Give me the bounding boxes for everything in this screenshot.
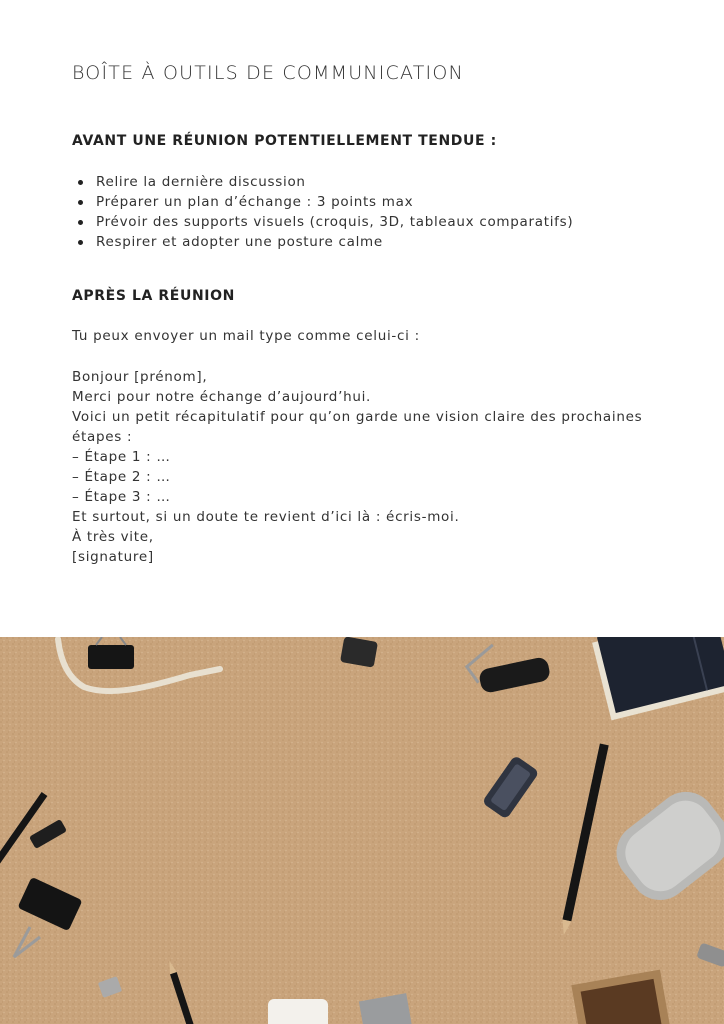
mail-intro: Tu peux envoyer un mail type comme celui-ci : bbox=[72, 328, 420, 344]
mail-line: – Étape 1 : … bbox=[72, 449, 171, 465]
list-item: Préparer un plan d’échange : 3 points max bbox=[96, 192, 573, 212]
mail-line: – Étape 3 : … bbox=[72, 489, 171, 505]
list-item: Prévoir des supports visuels (croquis, 3D, tableaux comparatifs) bbox=[96, 214, 574, 230]
after-meeting-heading: APRÈS LA RÉUNION bbox=[72, 288, 235, 304]
paper-block bbox=[268, 999, 328, 1024]
mail-template bbox=[72, 367, 692, 567]
mail-line: Et surtout, si un doute te revient d’ici là : écris-moi. bbox=[72, 509, 460, 525]
page-title: BOÎTE À OUTILS DE COMMUNICATION bbox=[72, 62, 464, 84]
mail-line: À très vite, bbox=[72, 529, 154, 545]
before-meeting-list bbox=[72, 172, 573, 252]
list-item: Respirer et adopter une posture calme bbox=[96, 232, 573, 252]
mail-line: Bonjour [prénom], bbox=[72, 369, 208, 385]
before-meeting-heading: AVANT UNE RÉUNION POTENTIELLEMENT TENDUE : bbox=[72, 133, 497, 149]
mail-line: Merci pour notre échange d’aujourd’hui. bbox=[72, 389, 372, 405]
mail-line: – Étape 2 : … bbox=[72, 469, 171, 485]
list-item: Relire la dernière discussion bbox=[96, 172, 573, 192]
mail-line: [signature] bbox=[72, 549, 154, 565]
mail-line: Voici un petit récapitulatif pour qu’on garde une vision claire des prochaines étapes : bbox=[72, 409, 643, 445]
cork-desk-photo bbox=[0, 637, 724, 1024]
